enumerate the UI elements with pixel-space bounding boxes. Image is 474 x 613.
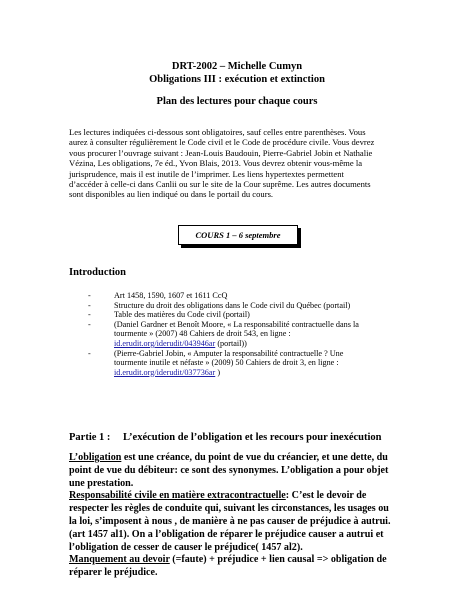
underlined-term: L’obligation: [69, 452, 122, 463]
body-text: réparer le préjudice.: [69, 567, 158, 579]
body-text: respecter les règles de conduite qui, suivant les circonstances, les usages ou: [69, 503, 389, 515]
reading-text: Structure du droit des obligations dans le Code civil du Québec (portail): [114, 300, 351, 310]
body-text: (=faute) + préjudice + lien causal => obligation de: [169, 554, 387, 566]
intro-line: vous procurer l’ouvrage suivant : Jean-Louis Baudouin, Pierre-Gabriel Jobin et Nathalie: [69, 147, 373, 158]
body-line: [69, 490, 414, 503]
underlined-term: Responsabilité civile en matière extracontractuelle: [69, 490, 286, 502]
body-line: [69, 465, 414, 478]
body-line: [69, 554, 414, 567]
definitions-paragraph: [69, 452, 414, 580]
intro-line: Les lectures indiquées ci-dessous sont obligatoires, sauf celles entre parenthèses. Vous: [69, 127, 366, 137]
partie-1-title: L’exécution de l’obligation et les recours pour inexécution: [123, 432, 382, 443]
body-line: [69, 567, 414, 580]
list-item: [88, 301, 418, 311]
cours-date-box: COURS 1 – 6 septembre: [178, 225, 298, 245]
underlined-term: Manquement au devoir: [69, 554, 170, 566]
body-line: [69, 542, 414, 555]
reading-link-line[interactable]: id.erudit.org/iderudit/043946ar (portail)): [114, 338, 247, 348]
body-line: [69, 529, 414, 542]
bullet-dash: -: [88, 319, 91, 329]
plan-title: Plan des lectures pour chaque cours: [156, 96, 318, 107]
erudit-link[interactable]: id.erudit.org/iderudit/037736ar: [114, 367, 216, 377]
bullet-dash: -: [88, 291, 91, 300]
intro-line: d’accéder à celle-ci dans Canlii ou sur le site de la Cour suprême. Les autres documents: [69, 179, 371, 190]
bullet-dash: -: [88, 348, 91, 358]
body-line: [69, 503, 414, 516]
body-text: : C’est le devoir de: [285, 490, 367, 502]
list-item: [88, 320, 418, 349]
list-item: [88, 349, 418, 378]
course-code-title: DRT-2002 – Michelle Cumyn: [171, 61, 303, 72]
body-text: la loi, s’imposent à nous , de manière à ne pas causer de préjudice à autrui.: [69, 515, 391, 527]
list-item: [88, 291, 418, 301]
erudit-link[interactable]: id.erudit.org/iderudit/043946ar: [114, 338, 216, 348]
body-text: (art 1457 al1). On a l’obligation de réparer le préjudice causer a autrui et: [69, 528, 384, 540]
intro-line: aurez à consulter régulièrement le Code civil et le Code de procédure civile. Vous devrez: [69, 137, 375, 148]
body-text: point de vue du débiteur: ce sont des synonymes. L’obligation a pour objet: [69, 464, 389, 476]
body-text: est une créance, du point de vue du créancier, et une dette, du: [121, 452, 388, 463]
reading-link-line[interactable]: id.erudit.org/iderudit/037736ar ): [114, 367, 221, 377]
partie-1-label: Partie 1 :: [69, 432, 111, 443]
reading-text: tourmente » (2007) 48 Cahiers de droit 543, en ligne :: [114, 329, 291, 339]
reading-text: Table des matières du Code civil (portail): [114, 310, 250, 320]
intro-line: Vézina, Les obligations, 7e éd., Yvon Blais, 2013. Vous devrez obtenir vous-même la: [69, 158, 363, 169]
reading-text: Art 1458, 1590, 1607 et 1611 CcQ: [114, 291, 228, 300]
body-text: l’obligation de cesser de causer le préjudice( 1457 al2).: [69, 541, 303, 553]
intro-paragraph: [69, 127, 407, 200]
list-item: [88, 310, 418, 320]
body-text: une prestation.: [69, 477, 134, 489]
reading-text: tourmente inutile et néfaste » (2009) 50 Cahiers de droit 3, en ligne :: [114, 358, 339, 368]
reading-text: (Pierre-Gabriel Jobin, « Amputer la responsabilité contractuelle ? Une: [114, 348, 344, 358]
intro-line: jurisprudence, mais il est inutile de l’imprimer. Les liens hypertextes permettent: [69, 168, 344, 179]
body-line: [69, 516, 414, 529]
bullet-dash: -: [88, 300, 91, 310]
body-line: [69, 478, 414, 491]
readings-list: [88, 291, 418, 377]
bullet-dash: -: [88, 310, 91, 320]
intro-line: sont disponibles au lien indiqué ou dans le portail du cours.: [69, 189, 274, 200]
course-subtitle: Obligations III : exécution et extinction: [149, 74, 325, 85]
introduction-heading: Introduction: [69, 267, 126, 278]
body-line: [69, 452, 414, 465]
reading-text: (Daniel Gardner et Benoît Moore, « La responsabilité contractuelle dans la: [114, 319, 359, 329]
